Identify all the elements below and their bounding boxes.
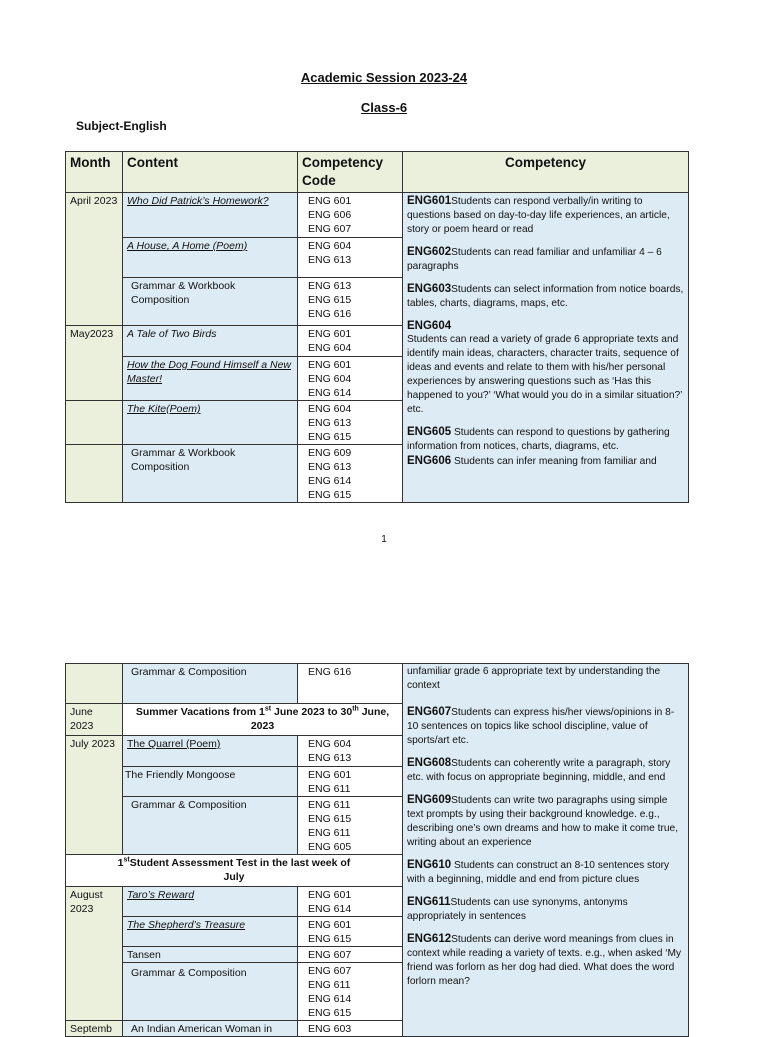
curriculum-table-1 bbox=[65, 151, 689, 503]
content-cell bbox=[123, 357, 298, 401]
code: ENG 613 bbox=[308, 417, 352, 429]
competency-code: ENG601 bbox=[407, 195, 452, 207]
code-cell bbox=[298, 887, 403, 917]
code: ENG 609 bbox=[308, 447, 352, 459]
month-cell bbox=[66, 664, 123, 704]
competency-text: Students can use synonyms, antonyms appropriately in sentences bbox=[407, 897, 628, 922]
content-cell: Grammar & Composition bbox=[123, 797, 298, 855]
competency-code: ENG608 bbox=[407, 757, 452, 769]
competency-item bbox=[407, 858, 684, 887]
code-cell bbox=[298, 278, 403, 326]
competency-text: Students can read a variety of grade 6 appropriate texts and identify main ideas, characters, character traits, sequence of ideas and events and relate to them with his/her personal experiences by answering questions such as ‘Has this happened to you?’ ‘What would you do in a similar situation?’ etc. bbox=[407, 334, 683, 415]
lesson-title: The Shepherd’s Treasure bbox=[127, 919, 246, 931]
content-cell bbox=[123, 917, 298, 947]
competency-item bbox=[407, 319, 684, 417]
content-cell: Grammar & Workbook Composition bbox=[123, 278, 298, 326]
competency-item bbox=[407, 454, 684, 469]
month-cell: May2023 bbox=[66, 326, 123, 401]
content-cell bbox=[123, 736, 298, 767]
content-cell bbox=[123, 401, 298, 445]
content-cell: Grammar & Composition bbox=[123, 963, 298, 1021]
code: ENG 615 bbox=[308, 1007, 352, 1019]
lesson-title: A House, A Home (Poem) bbox=[127, 240, 248, 252]
code: ENG 613 bbox=[308, 254, 352, 266]
code: ENG 616 bbox=[308, 308, 352, 320]
competency-item bbox=[407, 895, 684, 924]
code: ENG 613 bbox=[308, 461, 352, 473]
month-cell: July 2023 bbox=[66, 736, 123, 855]
competency-text: Students can infer meaning from familiar and bbox=[451, 456, 657, 467]
code: ENG 604 bbox=[308, 738, 352, 750]
code: ENG 605 bbox=[308, 841, 352, 853]
content-cell bbox=[123, 326, 298, 357]
competency-item bbox=[407, 705, 684, 748]
code-cell bbox=[298, 736, 403, 767]
code-cell bbox=[298, 664, 403, 704]
code: ENG 615 bbox=[308, 489, 352, 501]
month-cell bbox=[66, 445, 123, 503]
competency-text: Students can express his/her views/opinions in 8-10 sentences on topics like school discipline, value of sports/art etc. bbox=[407, 707, 675, 746]
competency-text: Students can coherently write a paragraph, story etc. with focus on appropriate beginning, middle, and end bbox=[407, 758, 671, 783]
code: ENG 604 bbox=[308, 342, 352, 354]
code: ENG 614 bbox=[308, 475, 352, 487]
code: ENG 601 bbox=[308, 919, 352, 931]
code: ENG 613 bbox=[308, 752, 352, 764]
code: ENG 611 bbox=[308, 799, 351, 811]
code-cell bbox=[298, 947, 403, 963]
code: ENG 614 bbox=[308, 903, 352, 915]
content-cell bbox=[123, 193, 298, 238]
competency-text: Students can respond to questions by gathering information from notices, charts, diagrams, etc. bbox=[407, 427, 670, 452]
competency-item bbox=[407, 756, 684, 785]
lesson-title: Who Did Patrick’s Homework? bbox=[127, 195, 269, 207]
competency-item bbox=[407, 932, 684, 989]
competency-text: Students can read familiar and unfamiliar 4 – 6 paragraphs bbox=[407, 247, 662, 272]
class-title: Class-6 bbox=[360, 100, 408, 115]
content-cell bbox=[123, 887, 298, 917]
month-cell: Septemb bbox=[66, 1021, 123, 1037]
code-cell bbox=[298, 193, 403, 238]
content-cell: Grammar & Workbook Composition bbox=[123, 445, 298, 503]
competency-text: Students can write two paragraphs using simple text prompts by using their background knowledge. e.g., describing one’s own dreams and how to make it come true, writing about an experience bbox=[407, 795, 679, 848]
code: ENG 601 bbox=[308, 769, 352, 781]
competency-cell bbox=[403, 193, 689, 503]
lesson-title: The Kite(Poem) bbox=[127, 403, 201, 415]
competency-code: ENG604 bbox=[407, 320, 452, 332]
competency-item bbox=[407, 194, 684, 237]
code-cell bbox=[298, 357, 403, 401]
content-cell: Grammar & Composition bbox=[123, 664, 298, 704]
code: ENG 615 bbox=[308, 431, 352, 443]
content-cell: The Friendly Mongoose bbox=[123, 767, 298, 797]
lesson-title: A Tale of Two Birds bbox=[127, 328, 217, 340]
code-cell bbox=[298, 767, 403, 797]
curriculum-table-2 bbox=[65, 663, 689, 1037]
content-cell: An Indian American Woman in bbox=[123, 1021, 298, 1037]
competency-code: ENG603 bbox=[407, 283, 452, 295]
code: ENG 607 bbox=[308, 223, 352, 235]
code: ENG 614 bbox=[308, 387, 352, 399]
competency-item bbox=[407, 793, 684, 850]
code: ENG 604 bbox=[308, 403, 352, 415]
code: ENG 611 bbox=[308, 979, 351, 991]
month-cell: April 2023 bbox=[66, 193, 123, 326]
competency-text: Students can derive word meanings from clues in context while reading a variety of texts. e.g., when asked ‘My friend was forlorn as her dog had died. What does the word forlorn mean? bbox=[407, 934, 682, 987]
competency-text: Students can select information from notice boards, tables, charts, diagrams, maps, etc. bbox=[407, 284, 684, 309]
competency-cell bbox=[403, 664, 689, 1037]
header-competency: Competency bbox=[403, 152, 689, 193]
code-cell bbox=[298, 1021, 403, 1037]
code: ENG 616 bbox=[308, 666, 352, 678]
header-content: Content bbox=[123, 152, 298, 193]
code: ENG 601 bbox=[308, 195, 352, 207]
subject-label: Subject-English bbox=[76, 119, 167, 133]
code: ENG 613 bbox=[308, 280, 352, 292]
competency-item bbox=[407, 282, 684, 311]
code-cell bbox=[298, 445, 403, 503]
month-cell bbox=[66, 401, 123, 445]
code-cell bbox=[298, 401, 403, 445]
code-cell bbox=[298, 326, 403, 357]
vacation-banner: Summer Vacations from 1st June 2023 to 30th June, 2023 bbox=[123, 704, 403, 736]
competency-code: ENG605 bbox=[407, 426, 452, 438]
assessment-banner: 1stStudent Assessment Test in the last week of July bbox=[66, 855, 403, 887]
competency-code: ENG607 bbox=[407, 706, 452, 718]
code: ENG 601 bbox=[308, 359, 352, 371]
code: ENG 604 bbox=[308, 240, 352, 252]
competency-code: ENG609 bbox=[407, 794, 452, 806]
header-month: Month bbox=[66, 152, 123, 193]
code-cell bbox=[298, 917, 403, 947]
competency-code: ENG610 bbox=[407, 859, 452, 871]
session-title: Academic Session 2023-24 bbox=[300, 70, 468, 85]
page-number: 1 bbox=[381, 534, 387, 545]
lesson-title: Taro’s Reward bbox=[127, 889, 195, 901]
competency-code: ENG612 bbox=[407, 933, 452, 945]
content-cell bbox=[123, 238, 298, 278]
competency-code: ENG611 bbox=[407, 896, 451, 908]
code: ENG 615 bbox=[308, 813, 352, 825]
code: ENG 611 bbox=[308, 827, 351, 839]
content-cell: Tansen bbox=[123, 947, 298, 963]
code: ENG 614 bbox=[308, 993, 352, 1005]
competency-text: Students can respond verbally/in writing to questions based on day-to-day life experiences, an article, story or poem heard or read bbox=[407, 196, 670, 235]
code-cell bbox=[298, 238, 403, 278]
month-cell: June 2023 bbox=[66, 704, 123, 736]
competency-item bbox=[407, 425, 684, 454]
header-code: Competency Code bbox=[298, 152, 403, 193]
code: ENG 607 bbox=[308, 949, 352, 961]
code: ENG 601 bbox=[308, 889, 352, 901]
competency-code: ENG606 bbox=[407, 455, 452, 467]
lesson-title: The Quarrel (Poem) bbox=[127, 738, 221, 750]
competency-item bbox=[407, 245, 684, 274]
code: ENG 601 bbox=[308, 328, 352, 340]
code: ENG 615 bbox=[308, 294, 352, 306]
competency-item: unfamiliar grade 6 appropriate text by understanding the context bbox=[407, 666, 661, 691]
code-cell bbox=[298, 963, 403, 1021]
competency-code: ENG602 bbox=[407, 246, 452, 258]
code: ENG 606 bbox=[308, 209, 352, 221]
code: ENG 603 bbox=[308, 1023, 352, 1035]
code-cell bbox=[298, 797, 403, 855]
lesson-title: How the Dog Found Himself a New Master! bbox=[127, 359, 291, 385]
month-cell: August 2023 bbox=[66, 887, 123, 1021]
code: ENG 611 bbox=[308, 783, 351, 795]
code: ENG 604 bbox=[308, 373, 352, 385]
code: ENG 607 bbox=[308, 965, 352, 977]
code: ENG 615 bbox=[308, 933, 352, 945]
competency-text: Students can construct an 8-10 sentences story with a beginning, middle and end from picture clues bbox=[407, 860, 670, 885]
